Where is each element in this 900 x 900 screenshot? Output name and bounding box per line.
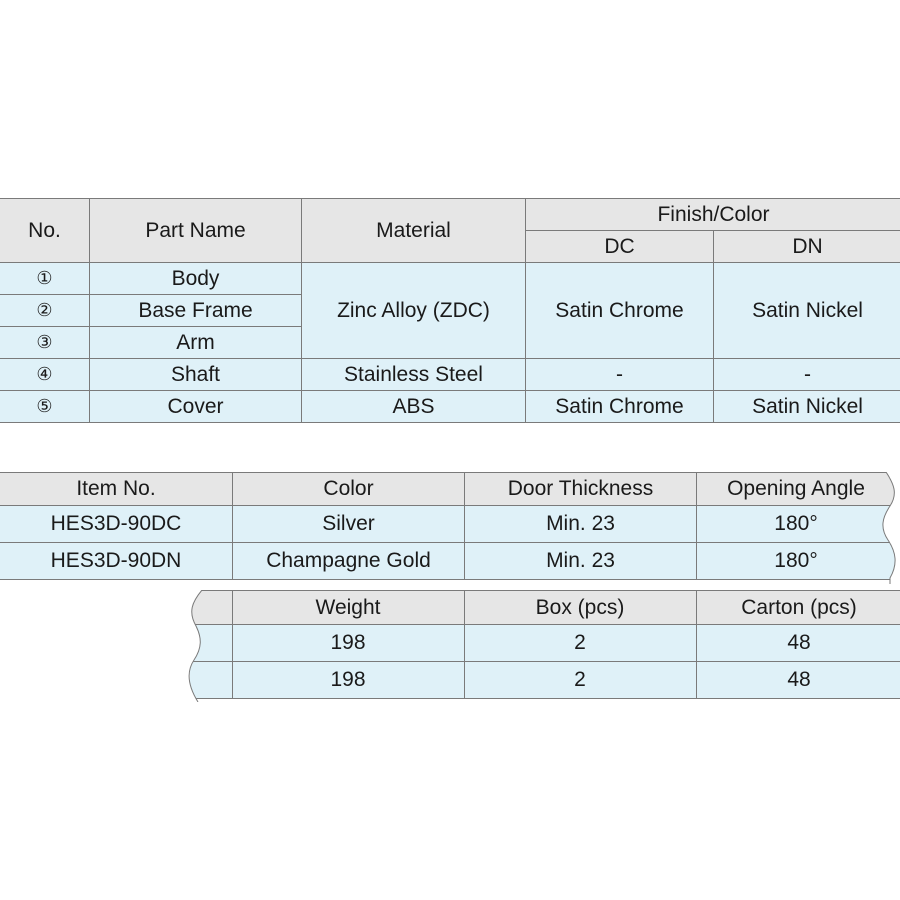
part-material: ABS (302, 391, 526, 423)
header-box: Box (pcs) (464, 591, 696, 625)
header-color: Color (233, 473, 465, 506)
header-part-name: Part Name (90, 199, 302, 263)
header-no: No. (0, 199, 90, 263)
items-table (0, 472, 896, 580)
spec-weight: 198 (232, 662, 464, 699)
header-dn: DN (714, 231, 900, 263)
part-dn: Satin Nickel (714, 391, 900, 423)
part-dc: Satin Chrome (526, 391, 714, 423)
part-number: ③ (0, 327, 90, 359)
spec-box: 2 (464, 625, 696, 662)
part-number: ④ (0, 359, 90, 391)
spec-table (190, 590, 900, 699)
part-name: Body (90, 263, 302, 295)
spec-carton: 48 (696, 625, 900, 662)
part-dn: - (714, 359, 900, 391)
item-number: HES3D-90DC (0, 506, 233, 543)
torn-edge-left (180, 590, 206, 702)
item-opening-angle: 180° (697, 506, 896, 543)
spec-weight: 198 (232, 625, 464, 662)
header-material: Material (302, 199, 526, 263)
item-color: Champagne Gold (233, 543, 465, 580)
part-name: Arm (90, 327, 302, 359)
item-color: Silver (233, 506, 465, 543)
spec-carton: 48 (696, 662, 900, 699)
header-door-thickness: Door Thickness (465, 473, 697, 506)
item-door-thickness: Min. 23 (465, 506, 697, 543)
item-opening-angle: 180° (697, 543, 896, 580)
part-number: ② (0, 295, 90, 327)
part-material: Stainless Steel (302, 359, 526, 391)
item-number: HES3D-90DN (0, 543, 233, 580)
part-name: Base Frame (90, 295, 302, 327)
header-dc: DC (526, 231, 714, 263)
part-number: ① (0, 263, 90, 295)
dc-merged: Satin Chrome (526, 263, 714, 359)
part-name: Cover (90, 391, 302, 423)
parts-table (0, 198, 900, 423)
header-item-no: Item No. (0, 473, 233, 506)
header-opening-angle: Opening Angle (697, 473, 896, 506)
header-weight: Weight (232, 591, 464, 625)
spec-box: 2 (464, 662, 696, 699)
item-door-thickness: Min. 23 (465, 543, 697, 580)
material-merged: Zinc Alloy (ZDC) (302, 263, 526, 359)
torn-edge-right (876, 472, 900, 584)
header-carton: Carton (pcs) (696, 591, 900, 625)
dn-merged: Satin Nickel (714, 263, 900, 359)
part-number: ⑤ (0, 391, 90, 423)
part-dc: - (526, 359, 714, 391)
part-name: Shaft (90, 359, 302, 391)
header-finish-color: Finish/Color (526, 199, 900, 231)
